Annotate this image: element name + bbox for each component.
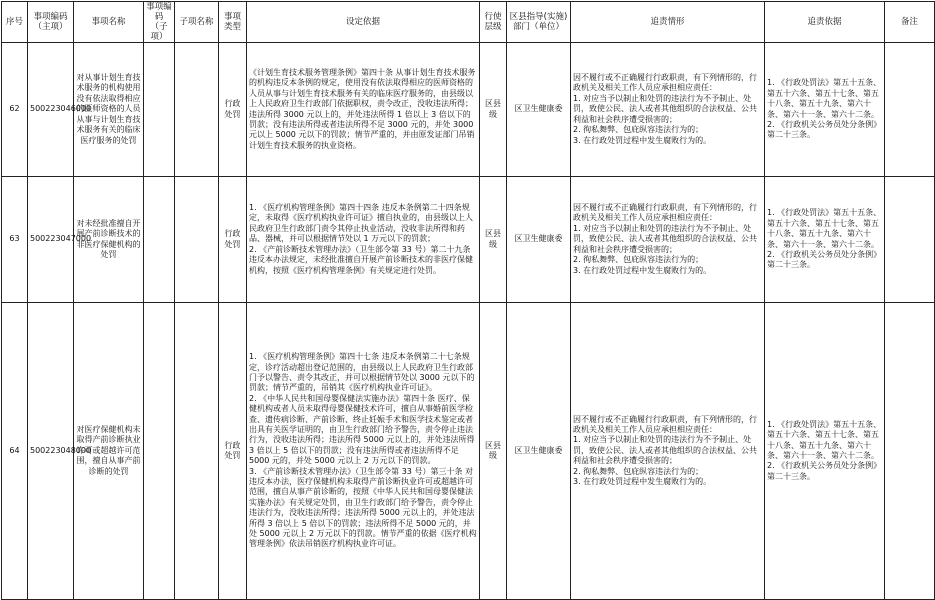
header-sub-name: 子项名称 [175,2,219,43]
cell-name: 对未经批准擅自开展产前诊断技术的非医疗保健机构的处罚 [74,177,144,303]
header-basis: 设定依据 [247,2,480,43]
cell-seq: 63 [2,177,28,303]
cell-sub-code [144,303,175,600]
cell-remark [885,303,935,600]
header-law: 追责依据 [765,2,885,43]
cell-sub-name [175,303,219,600]
cell-dept: 区卫生健康委 [507,303,571,600]
cell-remark [885,177,935,303]
cell-name: 对医疗保健机构未取得产前诊断执业许可或超越许可范围，擅自从事产前诊断的处罚 [74,303,144,600]
cell-level: 区县级 [480,177,507,303]
cell-sub-code [144,43,175,177]
resp-paragraph: 1. 对应当予以制止和处罚的违法行为不予制止、处罚，致使公民、法人或者其他组织的合法权益、公共利益和社会秩序遭受损害的； [573,223,757,254]
cell-resp [571,43,765,177]
header-level: 行使 层级 [480,2,507,43]
basis-paragraph: 《计划生育技术服务管理条例》第四十条 从事计划生育技术服务的机构违反本条例的规定，使用没有依法取得相应的医师资格的人员从事与计划生育技术服务有关的临床医疗服务的，由县级以上人民政府卫生行政部门依据职权，责令改正，没收违法所得；违法所得 3000 元以上的，并处违法所得 1 倍以上 3 倍以下的罚款；没有违法所得或者违法所得不足 3000 元的，并处 3000 元以上 5000 元以下的罚款；情节严重的，并由原发证部门吊销计划生育技术服务的执业资格。 [249,67,476,150]
law-paragraph: 1. 《行政处罚法》第五十五条、第五十六条、第五十七条、第五十八条、第五十九条、第六十条、第六十一条、第六十二条。 [767,208,882,249]
cell-dept: 区卫生健康委 [507,177,571,303]
resp-paragraph: 2. 徇私舞弊、包庇纵容违法行为的； [573,466,704,476]
table-row [2,43,935,177]
basis-paragraph: 1. 《医疗机构管理条例》第四十四条 违反本条例第二十四条规定，未取得《医疗机构执业许可证》擅自执业的，由县级以上人民政府卫生行政部门责令其停止执业活动，没收非法所得和药品、器械，并可以根据情节处以 1 万元以下的罚款； [249,203,473,244]
cell-seq: 62 [2,43,28,177]
basis-paragraph: 3. 《产前诊断技术管理办法》（卫生部令第 33 号）第三十条 对违反本办法，医疗保健机构未取得产前诊断执业许可或超越许可范围，擅自从事产前诊断的，按照《中华人民共和国母婴保健法实施办法》有关规定处罚，由卫生行政部门给予警告，责令停止违法行为，没收违法所得；违法所得 5000 元以上的，并处违法所得 3 倍以上 5 倍以下的罚款；违法所得不足 5000 元的，并处 5000 元以上 2 万元以下的罚款。情节严重的依据《医疗机构管理条例》依法吊销医疗机构执业许可证。 [249,466,477,549]
header-dept: 区县指导(实施) 部门（单位） [507,2,571,43]
cell-type: 行政处罚 [219,177,247,303]
resp-paragraph: 1. 对应当予以制止和处罚的违法行为不予制止、处罚，致使公民、法人或者其他组织的合法权益、公共利益和社会秩序遭受损害的； [573,93,757,124]
law-paragraph: 2. 《行政机关公务员处分条例》第二十三条。 [767,249,882,270]
table-row [2,303,935,600]
header-seq: 序号 [2,2,28,43]
resp-paragraph: 2. 徇私舞弊、包庇纵容违法行为的； [573,255,704,265]
cell-dept: 区卫生健康委 [507,43,571,177]
cell-type: 行政处罚 [219,43,247,177]
cell-resp [571,177,765,303]
law-paragraph: 2. 《行政机关公务员处分条例》第二十三条。 [767,119,882,140]
cell-type: 行政处罚 [219,303,247,600]
basis-paragraph: 1. 《医疗机构管理条例》第四十七条 违反本条例第二十七条规定，诊疗活动超出登记范围的，由县级以上人民政府卫生行政部门予以警告、责令其改正，并可以根据情节处以 3000 元以下的罚款；情节严重的，吊销其《医疗机构执业许可证》。 [249,352,475,393]
cell-basis [247,177,480,303]
header-row [2,2,935,43]
resp-paragraph: 3. 在行政处罚过程中发生腐败行为的。 [573,265,712,275]
header-sub-code: 事项编码 （子项） [144,2,175,43]
resp-paragraph: 1. 对应当予以制止和处罚的违法行为不予制止、处罚，致使公民、法人或者其他组织的合法权益、公共利益和社会秩序遭受损害的； [573,435,757,466]
resp-paragraph: 因不履行或不正确履行行政职责，有下列情形的，行政机关及相关工作人员应承担相应责任： [573,414,757,434]
cell-law [765,177,885,303]
cell-code: 500223047000 [28,177,74,303]
cell-remark [885,43,935,177]
cell-code: 500223046000 [28,43,74,177]
cell-level: 区县级 [480,303,507,600]
header-name: 事项名称 [74,2,144,43]
header-code: 事项编码 （主项） [28,2,74,43]
cell-name: 对从事计划生育技术服务的机构使用没有依法取得相应的医师资格的人员从事与计划生育技术服务有关的临床医疗服务的处罚 [74,43,144,177]
law-paragraph: 1. 《行政处罚法》第五十五条、第五十六条、第五十七条、第五十八条、第五十九条、第六十条、第六十一条、第六十二条。 [767,419,882,460]
law-paragraph: 2. 《行政机关公务员处分条例》第二十三条。 [767,461,882,481]
resp-paragraph: 因不履行或不正确履行行政职责，有下列情形的，行政机关及相关工作人员应承担相应责任： [573,73,757,93]
basis-paragraph: 2. 《产前诊断技术管理办法》（卫生部令第 33 号）第二十九条 违反本办法规定，未经批准擅自开展产前诊断技术的非医疗保健机构，按照《医疗机构管理条例》有关规定进行处罚。 [249,244,473,275]
cell-law [765,303,885,600]
cell-law [765,43,885,177]
cell-level: 区县级 [480,43,507,177]
cell-basis [247,303,480,600]
basis-paragraph: 2. 《中华人民共和国母婴保健法实施办法》第四十条 医疗、保健机构或者人员未取得母婴保健技术许可，擅自从事婚前医学检查、遗传病诊断、产前诊断、终止妊娠手术和医学技术鉴定或者出具有关医学证明的，由卫生行政部门给予警告，责令停止违法行为，没收违法所得；违法所得 5000 元以上的，并处违法所得 3 倍以上 5 倍以下的罚款；没有违法所得或者违法所得不足 5000 元的，并处 5000 元以上 2 万元以下的罚款。 [249,393,475,466]
table-row [2,177,935,303]
law-paragraph: 1. 《行政处罚法》第五十五条、第五十六条、第五十七条、第五十八条、第五十九条、第六十条、第六十一条、第六十二条。 [767,78,882,119]
cell-code: 500223048000 [28,303,74,600]
resp-paragraph: 3. 在行政处罚过程中发生腐败行为的。 [573,477,712,487]
resp-paragraph: 因不履行或不正确履行行政职责，有下列情形的，行政机关及相关工作人员应承担相应责任： [573,203,757,223]
resp-paragraph: 3. 在行政处罚过程中发生腐败行为的。 [573,135,712,145]
cell-seq: 64 [2,303,28,600]
header-remark: 备注 [885,2,935,43]
cell-sub-name [175,43,219,177]
resp-paragraph: 2. 徇私舞弊、包庇纵容违法行为的； [573,125,704,135]
cell-basis [247,43,480,177]
items-table [1,1,935,600]
cell-sub-code [144,177,175,303]
header-type: 事项 类型 [219,2,247,43]
header-resp: 追责情形 [571,2,765,43]
cell-resp [571,303,765,600]
cell-sub-name [175,177,219,303]
